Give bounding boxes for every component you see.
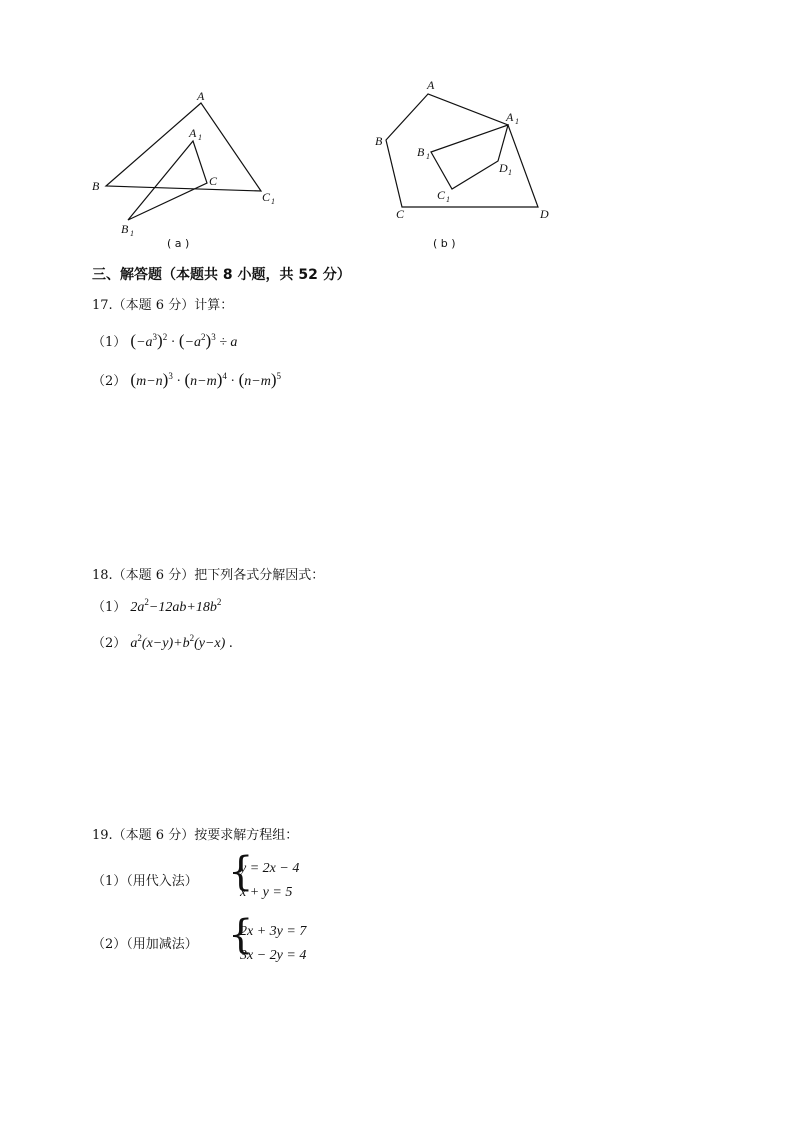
q17-part1-expr: $(-a^3)^2 \cdot (-a^2)^3 \div a$ [130,331,238,350]
label-c1-sub: 1 [271,197,275,206]
q17-part2 [92,372,281,390]
q19-part1-system [228,849,338,904]
label-b1: B [121,222,129,236]
label-c1-sub: 1 [446,195,450,204]
q19-part2-eq1: 2x + 3y = 7 [240,924,307,939]
section-title: 三、解答题（本题共 8 小题，共 52 分） [92,267,351,283]
quad-a1b1c1d1 [431,125,508,189]
q17-part2-num: （2） [92,374,127,389]
label-c: C [396,207,405,221]
q19-part1-brace: { [228,849,254,895]
label-b1: B [417,145,425,159]
label-a: A [197,89,205,103]
label-d: D [540,207,549,221]
q17-header: 17.（本题 6 分）计算： [92,298,234,313]
label-b1-sub: 1 [130,229,134,238]
label-a: A [427,78,435,92]
q19-header: 19.（本题 6 分）按要求解方程组： [92,828,299,843]
q18-part2-expr: $a^2(x-y)+b^2(y-x)$ [130,633,226,651]
q17-part1-num: （1） [92,335,127,350]
label-a1-sub: 1 [515,117,519,126]
label-b: B [375,134,383,148]
caption-b: ( b ) [433,237,456,250]
label-d1: D [499,161,508,175]
label-b1-sub: 1 [426,152,430,161]
label-a1-sub: 1 [198,133,202,142]
q18-part1-expr: $2a^2-12ab+18b^2$ [130,597,222,615]
label-b: B [92,179,100,193]
q19-part1-eq1: y = 2x − 4 [240,861,300,876]
q19-part2-label: （2）（用加减法） [92,937,198,952]
label-a1: A [189,126,197,140]
q18-part2-num: （2） [92,636,127,651]
q18-part2: （2） $a^2(x-y)+b^2(y-x)$ . [92,633,233,651]
q19-part1-label: （1）（用代入法） [92,874,198,889]
label-a1: A [506,110,514,124]
figure-b [0,0,794,260]
q19-part1-eq2: x + y = 5 [240,885,293,900]
q17-part2-expr: $(m-n)^3 \cdot (n-m)^4 \cdot (n-m)^5$ [130,370,281,389]
q19-part2-brace: { [228,912,254,958]
q18-part1 [92,597,222,616]
q17-part1 [92,333,237,351]
q18-header: 18.（本题 6 分）把下列各式分解因式： [92,568,325,583]
q19-part2-system [228,912,338,967]
q18-part1-num: （1） [92,600,127,615]
label-c1: C [262,190,271,204]
pentagon-abcd [386,94,538,207]
caption-a: ( a ) [167,237,190,250]
label-d1-sub: 1 [508,168,512,177]
label-c: C [209,174,218,188]
q19-part2-eq2: 3x − 2y = 4 [240,948,307,963]
label-c1: C [437,188,446,202]
